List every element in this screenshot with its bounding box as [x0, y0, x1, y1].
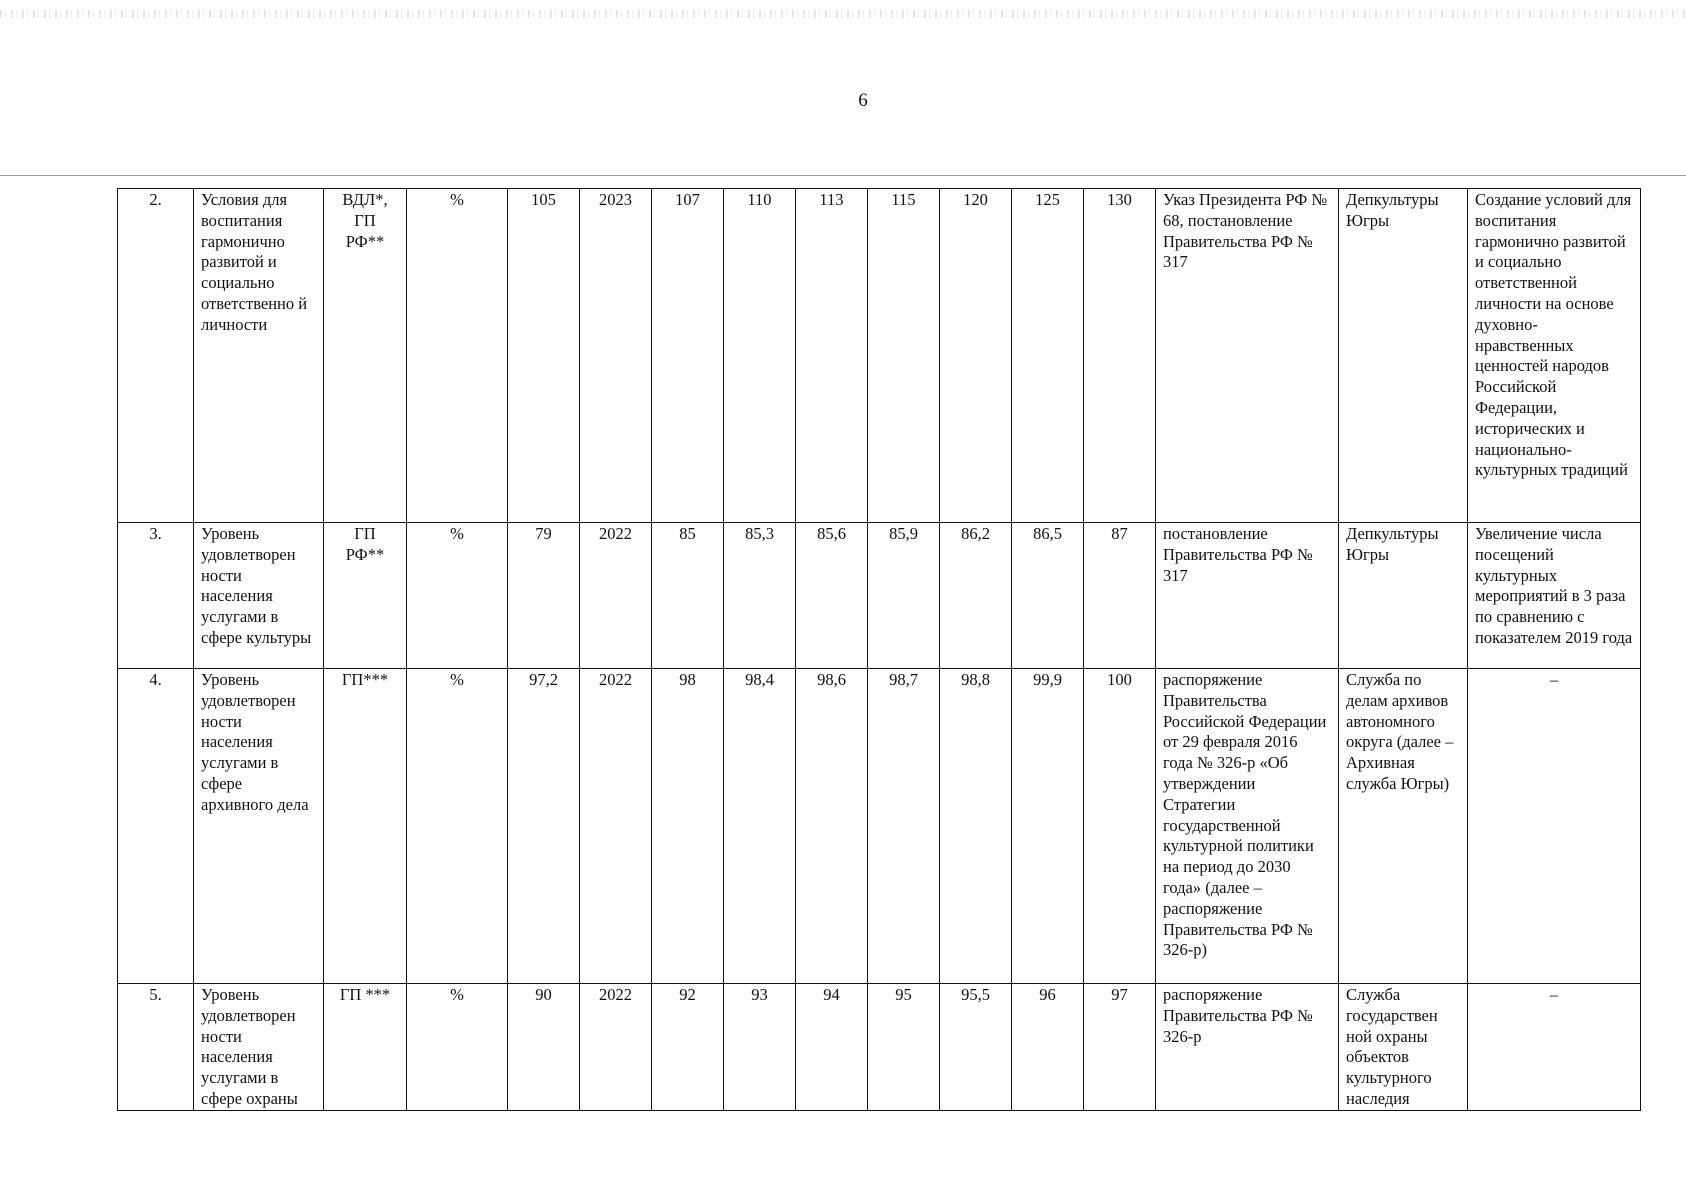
base-year: 2022 [580, 984, 652, 1111]
year-value: 130 [1084, 189, 1156, 523]
year-value: 100 [1084, 669, 1156, 984]
year-value: 115 [868, 189, 940, 523]
year-value: 87 [1084, 523, 1156, 669]
table-row [118, 669, 1641, 984]
indicator-level: ГП РФ** [324, 523, 407, 669]
year-value: 98,6 [796, 669, 868, 984]
page-number: 6 [858, 90, 868, 111]
year-value: 98,4 [724, 669, 796, 984]
year-value: 93 [724, 984, 796, 1111]
base-year: 2023 [580, 189, 652, 523]
indicators-table [117, 188, 1641, 1111]
goal-link: – [1468, 984, 1641, 1111]
regulatory-document: распоряжение Правительства РФ № 326-р [1156, 984, 1339, 1111]
year-value: 85,9 [868, 523, 940, 669]
year-value: 98 [652, 669, 724, 984]
regulatory-document: Указ Президента РФ № 68, постановление Правительства РФ № 317 [1156, 189, 1339, 523]
indicator-level: ГП*** [324, 669, 407, 984]
year-value: 95,5 [940, 984, 1012, 1111]
unit: % [407, 984, 508, 1111]
unit: % [407, 669, 508, 984]
goal-link: – [1468, 669, 1641, 984]
row-number: 4. [118, 669, 194, 984]
unit: % [407, 189, 508, 523]
year-value: 86,5 [1012, 523, 1084, 669]
scan-edge-noise [0, 10, 1686, 18]
year-value: 85 [652, 523, 724, 669]
year-value: 98,7 [868, 669, 940, 984]
indicator-level: ВДЛ*, ГП РФ** [324, 189, 407, 523]
row-number: 2. [118, 189, 194, 523]
year-value: 96 [1012, 984, 1084, 1111]
year-value: 98,8 [940, 669, 1012, 984]
regulatory-document: распоряжение Правительства Российской Федерации от 29 февраля 2016 года № 326-р «Об утверждении Стратегии государственной культурной политики на период до 2030 года» (далее – распоряжение Правительства РФ № 326-р) [1156, 669, 1339, 984]
year-value: 95 [868, 984, 940, 1111]
goal-link: Создание условий для воспитания гармонично развитой и социально ответственной личности на основе духовно-нравственных ценностей народов Российской Федерации, исторических и национально-культурных традиций [1468, 189, 1641, 523]
indicator-name: Условия для воспитания гармонично развитой и социально ответственно й личности [194, 189, 324, 523]
row-number: 3. [118, 523, 194, 669]
year-value: 120 [940, 189, 1012, 523]
indicator-name: Уровень удовлетворен ности населения услугами в сфере охраны [194, 984, 324, 1111]
year-value: 85,3 [724, 523, 796, 669]
year-value: 125 [1012, 189, 1084, 523]
year-value: 113 [796, 189, 868, 523]
base-year: 2022 [580, 523, 652, 669]
base-value: 90 [508, 984, 580, 1111]
row-number: 5. [118, 984, 194, 1111]
table-row [118, 523, 1641, 669]
indicator-level: ГП *** [324, 984, 407, 1111]
responsible-body: Депкультуры Югры [1339, 523, 1468, 669]
year-value: 99,9 [1012, 669, 1084, 984]
page-divider [0, 175, 1686, 176]
table-row [118, 984, 1641, 1111]
regulatory-document: постановление Правительства РФ № 317 [1156, 523, 1339, 669]
year-value: 110 [724, 189, 796, 523]
unit: % [407, 523, 508, 669]
goal-link: Увеличение числа посещений культурных мероприятий в 3 раза по сравнению с показателем 2019 года [1468, 523, 1641, 669]
base-year: 2022 [580, 669, 652, 984]
responsible-body: Служба государствен ной охраны объектов культурного наследия [1339, 984, 1468, 1111]
responsible-body: Служба по делам архивов автономного округа (далее – Архивная служба Югры) [1339, 669, 1468, 984]
base-value: 105 [508, 189, 580, 523]
base-value: 97,2 [508, 669, 580, 984]
year-value: 94 [796, 984, 868, 1111]
base-value: 79 [508, 523, 580, 669]
table-row [118, 189, 1641, 523]
year-value: 85,6 [796, 523, 868, 669]
responsible-body: Депкультуры Югры [1339, 189, 1468, 523]
year-value: 97 [1084, 984, 1156, 1111]
indicator-name: Уровень удовлетворен ности населения услугами в сфере архивного дела [194, 669, 324, 984]
indicator-name: Уровень удовлетворен ности населения услугами в сфере культуры [194, 523, 324, 669]
year-value: 86,2 [940, 523, 1012, 669]
year-value: 92 [652, 984, 724, 1111]
year-value: 107 [652, 189, 724, 523]
